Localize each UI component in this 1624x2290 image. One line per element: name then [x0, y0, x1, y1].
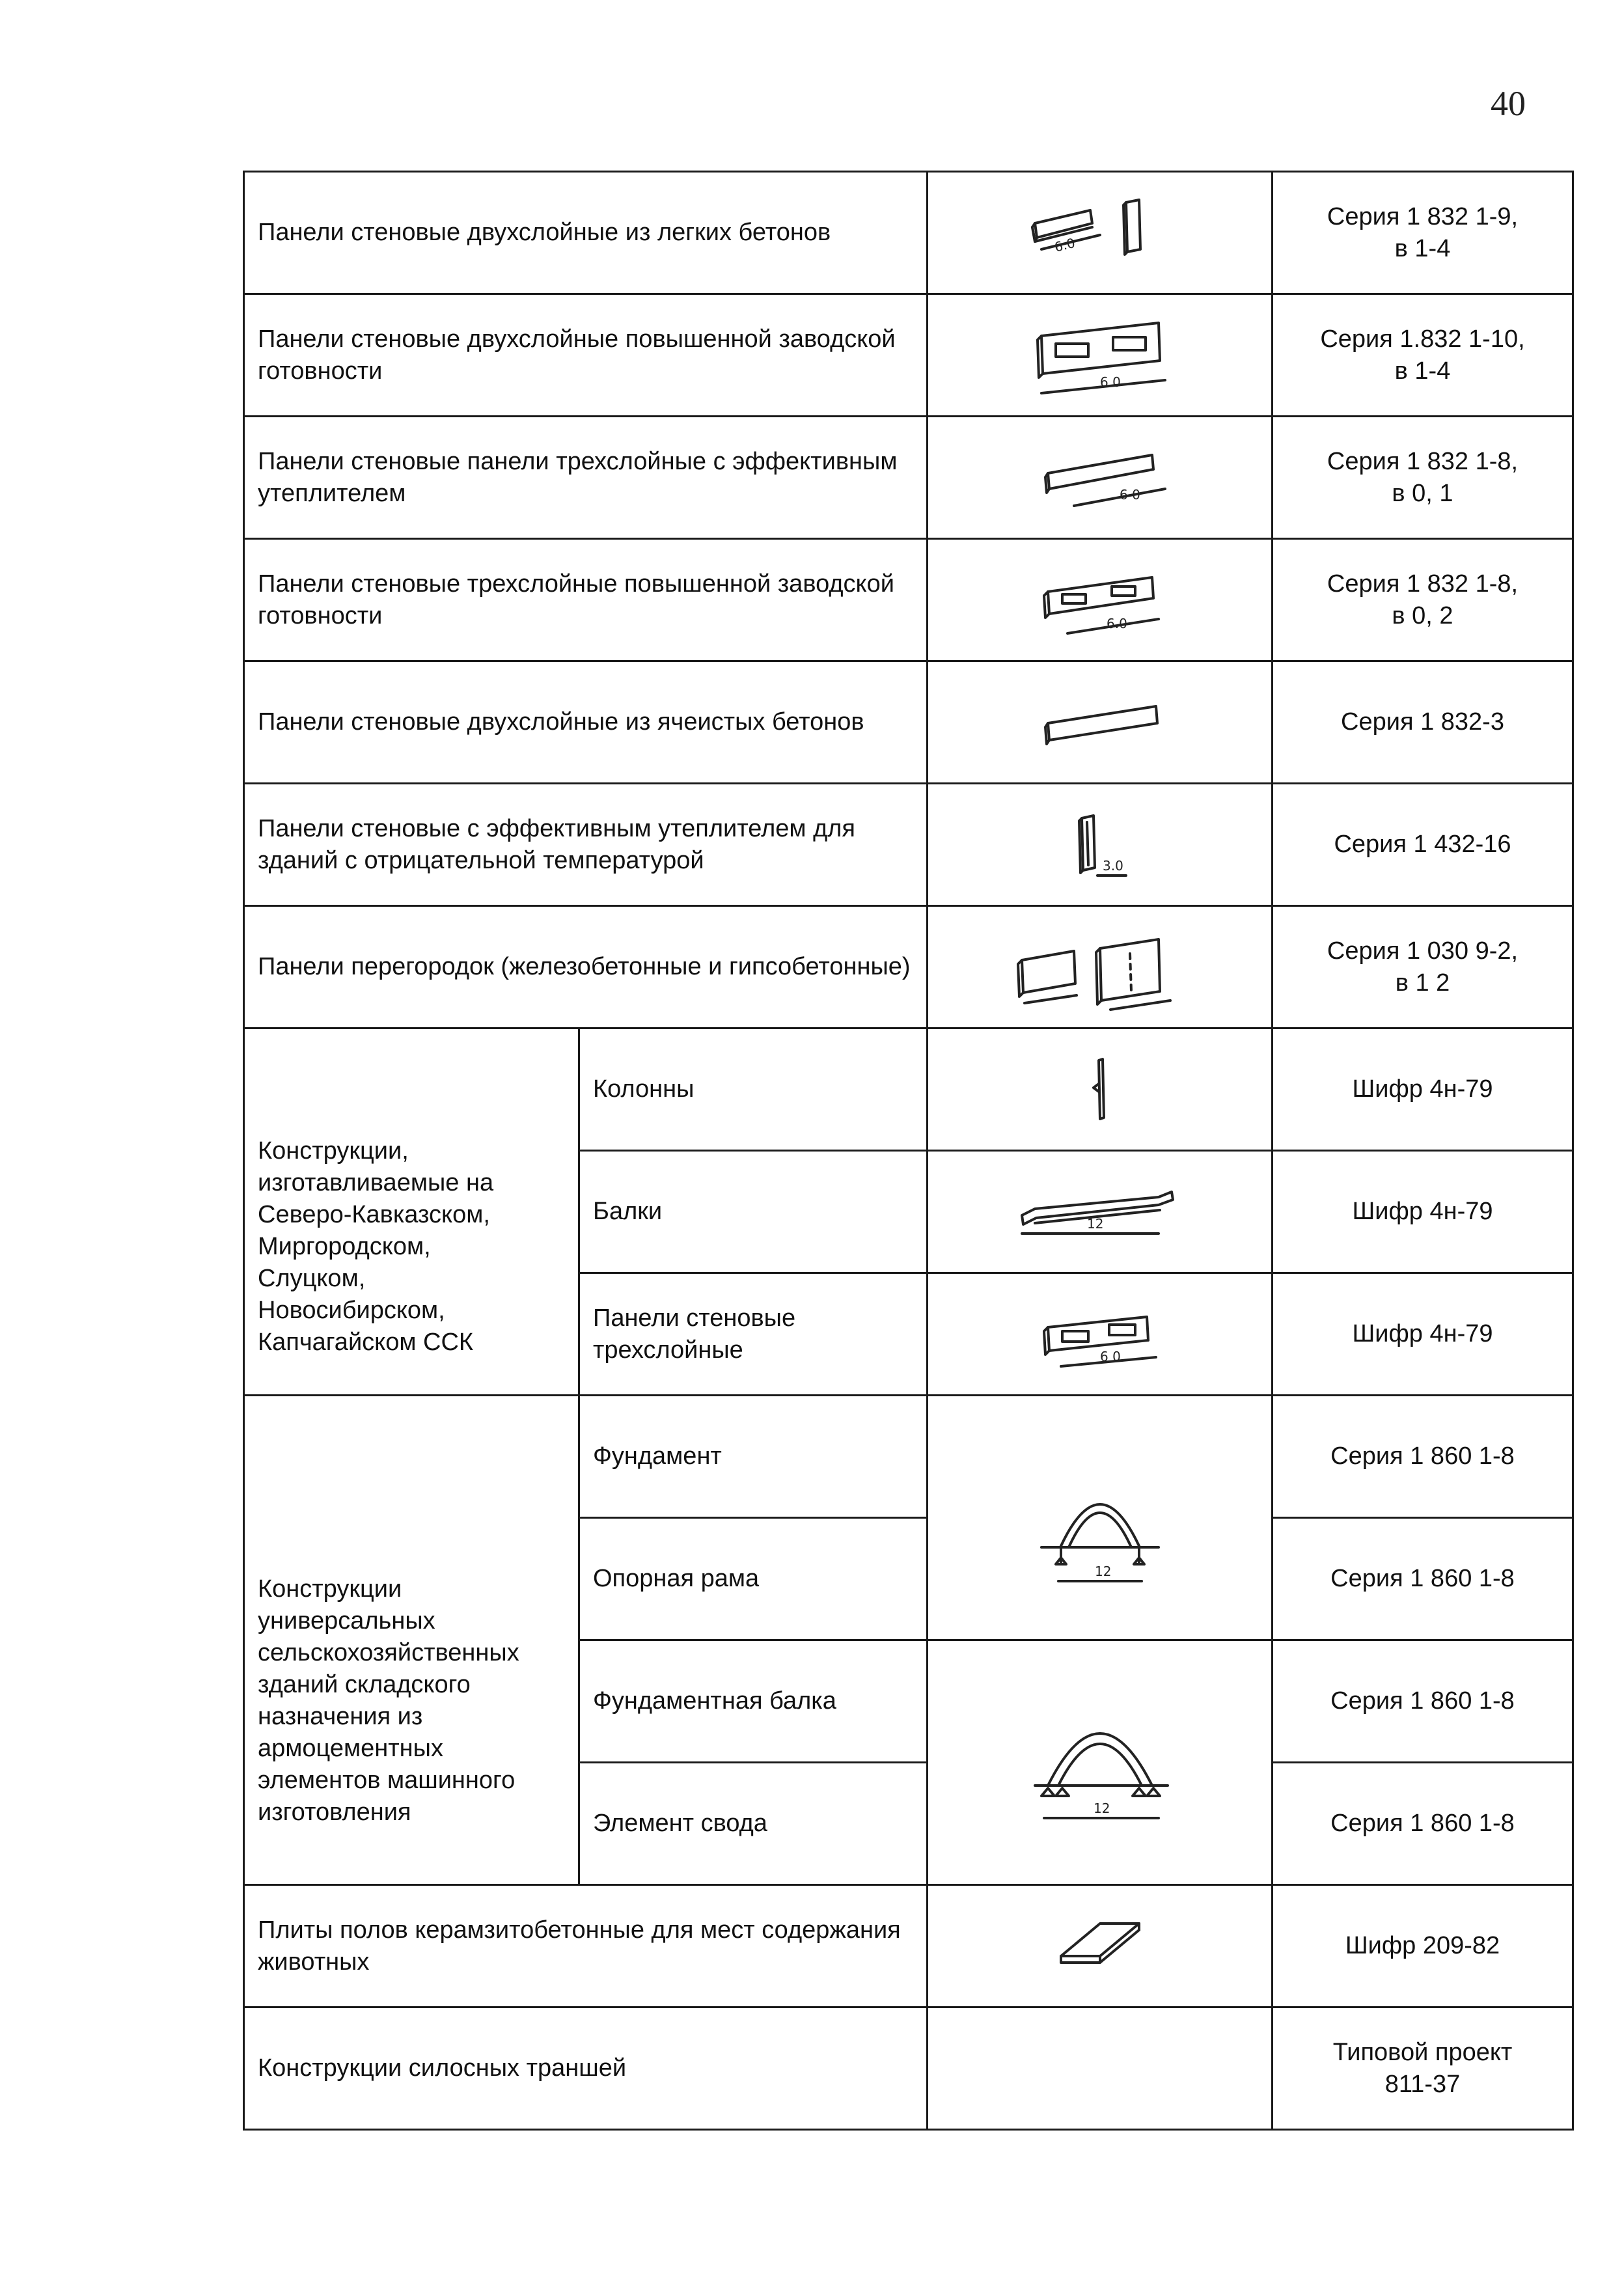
item-code: Серия 1 860 1-8 — [1273, 1518, 1573, 1640]
arch-frame-sketch-icon — [928, 1396, 1273, 1640]
svg-text:6.0: 6.0 — [1106, 615, 1127, 631]
panel-with-windows-sketch-icon — [928, 294, 1273, 417]
svg-text:3.0: 3.0 — [1102, 857, 1123, 874]
row-code: Типовой проект 811-37 — [1273, 2007, 1573, 2130]
row-code: Серия 1 832 1-8, в 0, 2 — [1273, 539, 1573, 661]
table-row — [244, 1028, 1573, 1151]
table-row — [244, 661, 1573, 784]
row-name: Панели стеновые с эффективным утеплителем для зданий с отрицательной температурой — [244, 784, 928, 906]
table-row — [244, 172, 1573, 294]
item-name: Опорная рама — [579, 1518, 928, 1640]
svg-text:12: 12 — [1086, 1215, 1103, 1232]
panel-sketch-icon — [928, 661, 1273, 784]
row-code: Серия 1 030 9-2, в 1 2 — [1273, 906, 1573, 1028]
table-row — [244, 906, 1573, 1028]
item-name: Фундаментная балка — [579, 1640, 928, 1763]
table-row — [244, 539, 1573, 661]
partition-panels-sketch-icon — [928, 906, 1273, 1028]
item-name: Колонны — [579, 1028, 928, 1151]
item-code: Серия 1 860 1-8 — [1273, 1763, 1573, 1885]
row-name: Плиты полов керамзитобетонные для мест содержания животных — [244, 1885, 928, 2007]
panel-with-windows-sketch-icon — [928, 1273, 1273, 1396]
column-sketch-icon — [928, 1028, 1273, 1151]
svg-text:12: 12 — [1093, 1800, 1110, 1816]
item-name: Элемент свода — [579, 1763, 928, 1885]
row-name: Панели стеновые двухслойные из ячеистых бетонов — [244, 661, 928, 784]
item-code: Серия 1 860 1-8 — [1273, 1396, 1573, 1518]
group-label: Конструкции универсальных сельскохозяйственных зданий складского назначения из армоцементных элементов машинного изготовления — [244, 1396, 579, 1885]
item-code: Шифр 4н-79 — [1273, 1028, 1573, 1151]
row-code: Серия 1 832-3 — [1273, 661, 1573, 784]
table-row — [244, 784, 1573, 906]
item-name: Балки — [579, 1151, 928, 1273]
table-row — [244, 2007, 1573, 2130]
table-row — [244, 417, 1573, 539]
row-name: Панели стеновые трехслойные повышенной заводской готовности — [244, 539, 928, 661]
item-code: Шифр 4н-79 — [1273, 1273, 1573, 1396]
floor-slab-sketch-icon — [928, 1885, 1273, 2007]
row-name: Панели перегородок (железобетонные и гипсобетонные) — [244, 906, 928, 1028]
row-name: Панели стеновые двухслойные повышенной заводской готовности — [244, 294, 928, 417]
panel-sketch-icon — [928, 172, 1273, 294]
table-row — [244, 294, 1573, 417]
specification-table — [243, 171, 1574, 2131]
row-code: Серия 1.832 1-10, в 1-4 — [1273, 294, 1573, 417]
row-name: Панели стеновые двухслойные из легких бетонов — [244, 172, 928, 294]
item-code: Шифр 4н-79 — [1273, 1151, 1573, 1273]
row-code: Серия 1 832 1-8, в 0, 1 — [1273, 417, 1573, 539]
group-label: Конструкции, изготавливаемые на Северо-Кавказском, Миргородском, Слуцком, Новосибирском, Капчагайском ССК — [244, 1028, 579, 1396]
svg-text:12: 12 — [1094, 1563, 1111, 1579]
beam-sketch-icon — [928, 1151, 1273, 1273]
table-row — [244, 1885, 1573, 2007]
item-code: Серия 1 860 1-8 — [1273, 1640, 1573, 1763]
svg-text:6.0: 6.0 — [1052, 234, 1077, 255]
row-code: Серия 1 432-16 — [1273, 784, 1573, 906]
panel-with-windows-sketch-icon — [928, 539, 1273, 661]
row-code: Шифр 209-82 — [1273, 1885, 1573, 2007]
empty-sketch-cell — [928, 2007, 1273, 2130]
svg-text:6.0: 6.0 — [1099, 374, 1121, 390]
row-code: Серия 1 832 1-9, в 1-4 — [1273, 172, 1573, 294]
svg-text:6 0: 6 0 — [1099, 1348, 1121, 1364]
vertical-panel-sketch-icon — [928, 784, 1273, 906]
panel-sketch-icon — [928, 417, 1273, 539]
item-name: Панели стеновые трехслойные — [579, 1273, 928, 1396]
vault-sketch-icon — [928, 1640, 1273, 1885]
row-name: Конструкции силосных траншей — [244, 2007, 928, 2130]
table-row — [244, 1396, 1573, 1518]
row-name: Панели стеновые панели трехслойные с эффективным утеплителем — [244, 417, 928, 539]
page-number: 40 — [1491, 84, 1526, 123]
item-name: Фундамент — [579, 1396, 928, 1518]
svg-text:6 0: 6 0 — [1119, 486, 1140, 503]
